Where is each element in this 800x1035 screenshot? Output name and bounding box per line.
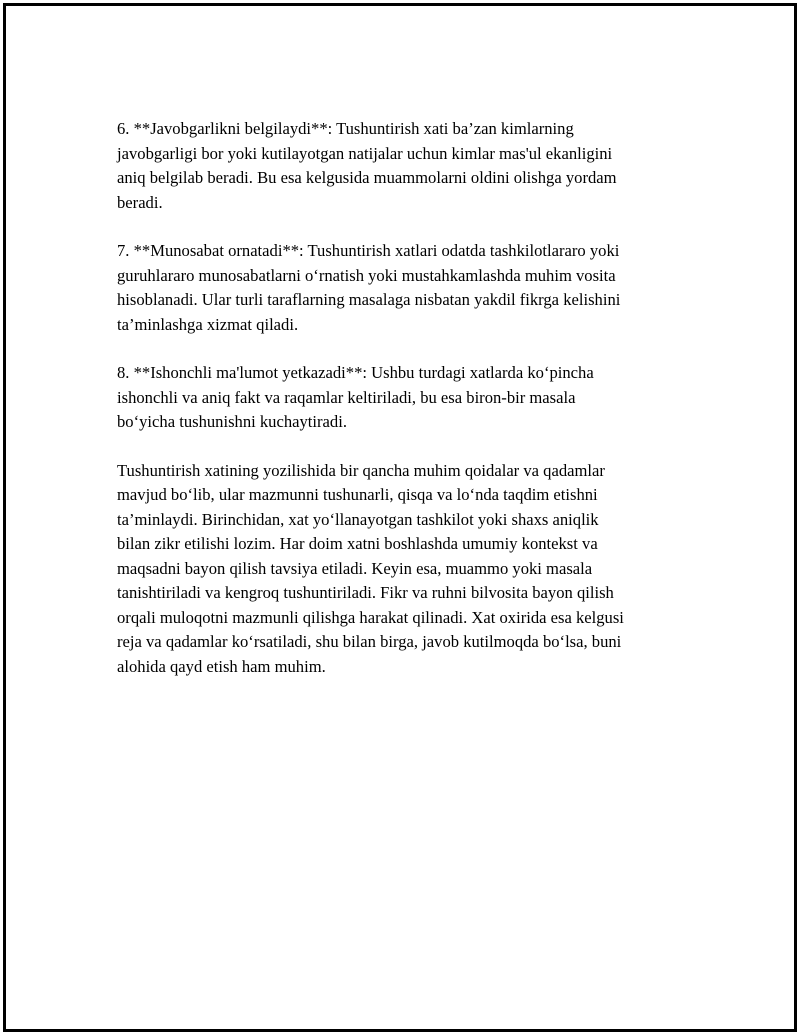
text-line: bo‘yicha tushunishni kuchaytiradi. [117, 412, 347, 431]
text-line: tanishtiriladi va kengroq tushuntiriladi. Fikr va ruhni bilvosita bayon qilish [117, 583, 614, 602]
text-line: ta’minlashga xizmat qiladi. [117, 314, 299, 334]
text-line: Tushuntirish xatining yozilishida bir qancha muhim qoidalar va qadamlar [117, 460, 605, 480]
text-line: orqali muloqotni mazmunli qilishga harakat qilinadi. Xat oxirida esa kelgusi [117, 607, 624, 627]
text-line: aniq belgilab beradi. Bu esa kelgusida muammolarni oldini olishga yordam [117, 168, 617, 187]
text-line: maqsadni bayon qilish tavsiya etiladi. Keyin esa, muammo yoki masala [117, 558, 593, 578]
text-line: 8. **Ishonchli ma'lumot yetkazadi**: Ushbu turdagi xatlarda ko‘pincha [117, 363, 594, 382]
text-line: bilan zikr etilishi lozim. Har doim xatni boshlashda umumiy kontekst va [117, 534, 598, 553]
paragraph-reliable-info [117, 361, 692, 435]
text-line: hisoblanadi. Ular turli taraflarning masalaga nisbatan yakdil fikrga kelishini [117, 290, 621, 309]
document-body [117, 117, 692, 703]
text-line: guruhlararo munosabatlarni o‘rnatish yoki mustahkamlashda muhim vosita [117, 265, 616, 285]
paragraph-responsibility [117, 117, 692, 215]
text-line: ta’minlaydi. Birinchidan, xat yo‘llanayotgan tashkilot yoki shaxs aniqlik [117, 509, 599, 529]
text-line: 7. **Munosabat ornatadi**: Tushuntirish xatlari odatda tashkilotlararo yoki [117, 241, 620, 260]
text-line: reja va qadamlar ko‘rsatiladi, shu bilan birga, javob kutilmoqda bo‘lsa, buni [117, 632, 622, 651]
text-line: mavjud bo‘lib, ular mazmunni tushunarli, qisqa va lo‘nda taqdim etishni [117, 485, 598, 504]
text-line: alohida qayd etish ham muhim. [117, 656, 326, 676]
text-line: 6. **Javobgarlikni belgilaydi**: Tushuntirish xati ba’zan kimlarning [117, 119, 574, 138]
paragraph-relationship [117, 239, 692, 337]
text-line: javobgarligi bor yoki kutilayotgan natijalar uchun kimlar mas'ul ekanligini [117, 143, 613, 163]
paragraph-writing-rules [117, 459, 692, 680]
text-line: ishonchli va aniq fakt va raqamlar keltiriladi, bu esa biron-bir masala [117, 387, 576, 407]
text-line: beradi. [117, 192, 163, 212]
